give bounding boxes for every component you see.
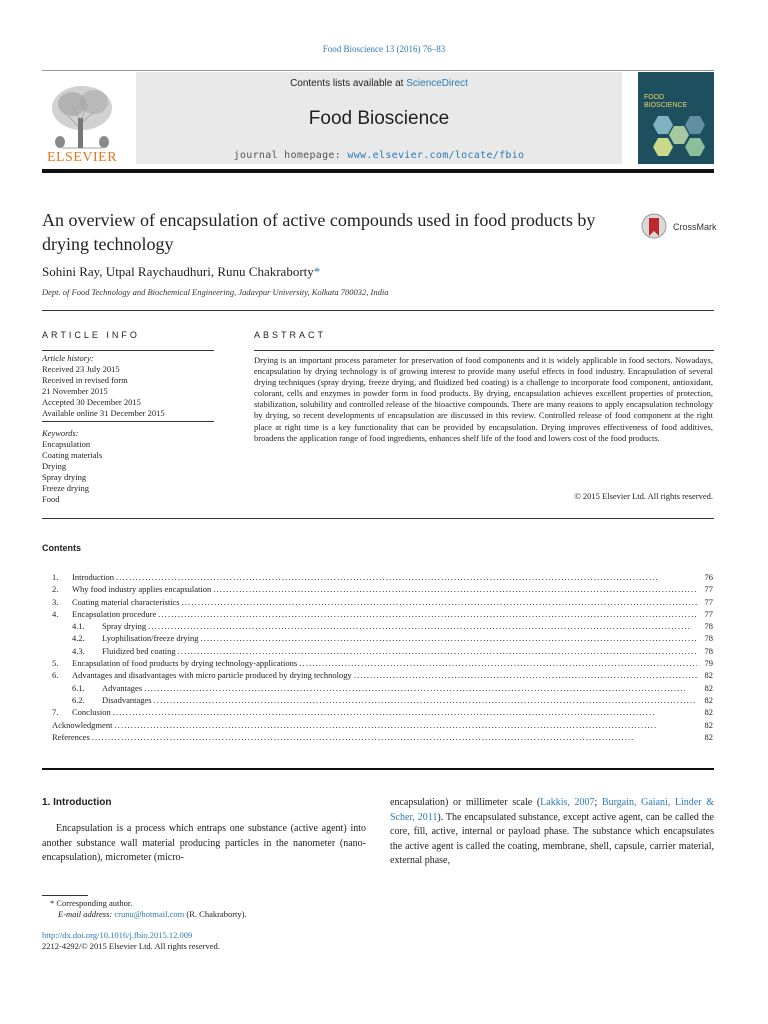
toc-leader-dots [201,632,697,644]
toc-page-number: 82 [704,682,713,693]
body-column-right [390,796,714,869]
citation-link[interactable]: Burgain, Gaiani, Linder & Scher, 2011 [390,797,714,823]
crossmark-label[interactable]: CrossMark [673,222,717,232]
toc-leader-dots [158,608,697,620]
keyword: Freeze drying [42,483,89,493]
toc-number: 6. [52,670,59,681]
toc-label-text[interactable]: Spray drying [102,621,147,632]
toc-label-text[interactable]: Advantages [102,682,143,693]
toc-label-text[interactable]: Encapsulation of food products by drying technology-applications [72,658,298,669]
toc-page-number: 82 [704,694,713,705]
article-title: An overview of encapsulation of active compounds used in food products by drying technology [42,210,596,254]
keywords [42,428,214,505]
corresponding-author-note: * Corresponding author. [50,898,133,908]
toc-row[interactable] [52,706,713,718]
abstract-heading: ABSTRACT [254,330,327,340]
toc-entry-label[interactable] [52,694,152,706]
body-column-left: Encapsulation is a process which entraps one substance (active agent) into another substance wall material producing particles in the nanometer (nano-encapsulation), micrometer (micro- [42,823,366,863]
toc-page-number: 77 [704,596,713,607]
toc-leader-dots [154,694,697,706]
journal-homepage [136,150,622,161]
sciencedirect-link[interactable]: ScienceDirect [406,78,468,89]
history-entry: Received 23 July 2015 [42,364,120,374]
toc-page-number: 82 [704,719,713,730]
toc-entry-label[interactable] [52,608,156,620]
author-names: Sohini Ray, Utpal Raychaudhuri, Runu Chakraborty [42,264,314,279]
toc-subnumber: 6.1. [72,682,85,693]
toc-entry-label[interactable] [52,645,176,657]
toc-row[interactable] [52,645,713,657]
introduction-heading: 1. Introduction [42,797,112,808]
toc-page-number: 76 [704,572,713,582]
contents-heading: Contents [42,543,81,553]
crossmark-icon[interactable] [640,212,670,240]
corresponding-author-mark[interactable]: * [313,264,321,279]
abstract-text: Drying is an important process parameter for preservation of food components and it is widely applicable in food sectors. Nowadays, encapsulation by drying technology is of growing interest to provide many useful effects in food industry. Encapsulation of several drying techniques (spray drying, freeze drying, and fluidized bed coating) is a challenge to incorporate food component, antioxidant, colorant, cells and enzymes in powder form in food products. By drying, encapsulation achieves excellent properties of protection, stabilization, solubility and controlled release of the bioactive compounds. There are many reasons to apply encapsulation technology by drying, so recent developments of encapsulation are discussed in this review. Controlled release of food component at the right place at right time is a key functionality that can be provided by encapsulation. Drying improves effectiveness of food additives, broadens the application range of food ingredients, enhances shelf life of the food and lowers cost of the food products. [254,355,713,443]
toc-page-number: 79 [704,658,713,669]
toc-subnumber: 4.1. [72,621,85,632]
email-note [58,909,458,920]
toc-row[interactable] [52,694,713,706]
cover-hexagon-graphic [644,112,710,160]
toc-page-number: 82 [704,731,713,742]
toc-row[interactable] [52,669,713,681]
toc-label-text[interactable]: Fluidized bed coating [102,645,176,656]
toc-number: 1. [52,572,59,582]
footnote-rule [42,895,88,896]
body-text: ). The encapsulated substance, except active agent, can be called the core, fill, active, internal or payload phase. The substance which encapsulates the active agent is called the coating, membrane, shell, capsule, carrier material, external phase, [390,811,714,866]
history-entry: Received in revised form [42,375,128,385]
toc-page-number: 77 [704,584,713,595]
toc-leader-dots [144,682,697,694]
toc-number: 2. [52,584,59,595]
toc-label-text[interactable]: Introduction [72,572,115,582]
contents-availability [136,78,622,89]
toc-subnumber: 4.3. [72,645,85,656]
toc-page-number: 78 [704,645,713,656]
toc-number: 7. [52,707,59,718]
toc-row[interactable] [52,596,713,608]
toc-label-text[interactable]: References [52,731,90,742]
toc-leader-dots [299,657,697,669]
keywords-rule [42,421,214,422]
toc-page-number: 82 [704,670,713,681]
header-top-rule [42,70,714,71]
toc-leader-dots [113,706,697,718]
toc-label-text[interactable]: Conclusion [72,707,111,718]
body-text: ; [594,797,602,808]
abstract-rule [254,350,714,351]
abstract-copyright: © 2015 Elsevier Ltd. All rights reserved. [574,491,713,501]
toc-leader-dots [213,583,697,595]
contents-prefix: Contents lists available at [290,78,407,89]
contents-divider [42,768,714,770]
toc-label-text[interactable]: Acknowledgment [52,719,113,730]
publisher-wordmark: ELSEVIER [46,150,118,165]
toc-leader-dots [114,719,697,731]
toc-entry-label[interactable] [52,719,112,731]
toc-row[interactable] [52,583,713,595]
title-divider [42,310,714,311]
toc-row[interactable] [52,632,713,644]
issn-line: 2212-4292/© 2015 Elsevier Ltd. All rights reserved. [42,941,220,951]
journal-reference[interactable]: Food Bioscience 13 (2016) 76–83 [322,44,446,54]
toc-label-text[interactable]: Advantages and disadvantages with micro particle produced by drying technology [72,670,352,681]
toc-leader-dots [148,620,697,632]
toc-row[interactable] [52,571,713,583]
homepage-prefix: journal homepage: [233,150,348,161]
toc-row[interactable] [52,620,713,632]
toc-entry-label[interactable] [52,632,199,644]
homepage-link[interactable]: www.elsevier.com/locate/fbio [347,150,525,161]
toc-entry-label[interactable] [52,731,90,743]
keywords-label: Keywords: [42,428,79,438]
body-text: encapsulation) or millimeter scale ( [390,797,541,808]
toc-subnumber: 4.2. [72,633,85,644]
history-label: Article history: [42,353,94,363]
toc-page-number: 78 [704,633,713,644]
toc-row[interactable] [52,731,713,743]
toc-number: 4. [52,608,59,619]
toc-leader-dots [354,669,697,681]
toc-entry-label[interactable] [52,657,297,669]
toc-entry-label[interactable] [52,620,146,632]
keyword: Drying [42,461,67,471]
journal-title: Food Bioscience [308,108,450,129]
toc-leader-dots [116,571,697,583]
email-label: E-mail address: [58,909,115,919]
table-of-contents [52,571,713,743]
keyword: Food [42,494,60,504]
toc-row[interactable] [52,657,713,669]
toc-label-text[interactable]: Disadvantages [102,694,152,705]
keyword: Coating materials [42,450,103,460]
toc-entry-label[interactable] [52,596,180,608]
toc-page-number: 82 [704,707,713,718]
toc-row[interactable] [52,608,713,620]
toc-leader-dots [92,731,697,743]
toc-entry-label[interactable] [52,669,352,681]
citation-link[interactable]: Lakkis, 2007 [540,797,595,808]
author-list [42,264,320,280]
affiliation: Dept. of Food Technology and Biochemical Engineering, Jadavpur University, Kolkata 700032, India [42,287,389,297]
toc-label-text[interactable]: Lyophilisation/freeze drying [102,633,199,644]
header-thick-rule [42,169,714,173]
article-info-heading: ARTICLE INFO [42,330,140,340]
toc-page-number: 78 [704,621,713,632]
history-entry: 21 November 2015 [42,386,108,396]
toc-label-text[interactable]: Coating material characteristics [72,596,180,607]
toc-number: 5. [52,658,59,669]
toc-entry-label[interactable] [52,583,211,595]
article-info-rule [42,350,214,351]
toc-leader-dots [182,596,697,608]
toc-label-text[interactable]: Encapsulation procedure [72,608,157,619]
toc-entry-label[interactable] [52,682,142,694]
doi-link[interactable]: http://dx.doi.org/10.1016/j.fbio.2015.12.009 [42,930,193,940]
toc-entry-label[interactable] [52,706,111,718]
toc-leader-dots [178,645,697,657]
toc-row[interactable] [52,682,713,694]
toc-subnumber: 6.2. [72,694,85,705]
history-entry: Available online 31 December 2015 [42,408,165,418]
toc-page-number: 77 [704,608,713,619]
email-suffix: (R. Chakraborty). [184,909,247,919]
toc-number: 3. [52,596,59,607]
toc-row[interactable] [52,719,713,731]
history-entry: Accepted 30 December 2015 [42,397,141,407]
keyword: Spray drying [42,472,87,482]
toc-label-text[interactable]: Why food industry applies encapsulation [72,584,212,595]
journal-cover [638,72,714,164]
abstract-divider [42,518,714,519]
email-link[interactable]: crunu@hotmail.com [114,909,185,919]
toc-entry-label[interactable] [52,571,114,583]
keyword: Encapsulation [42,439,91,449]
cover-title: FOOD BIOSCIENCE [644,94,688,109]
article-history [42,353,214,419]
